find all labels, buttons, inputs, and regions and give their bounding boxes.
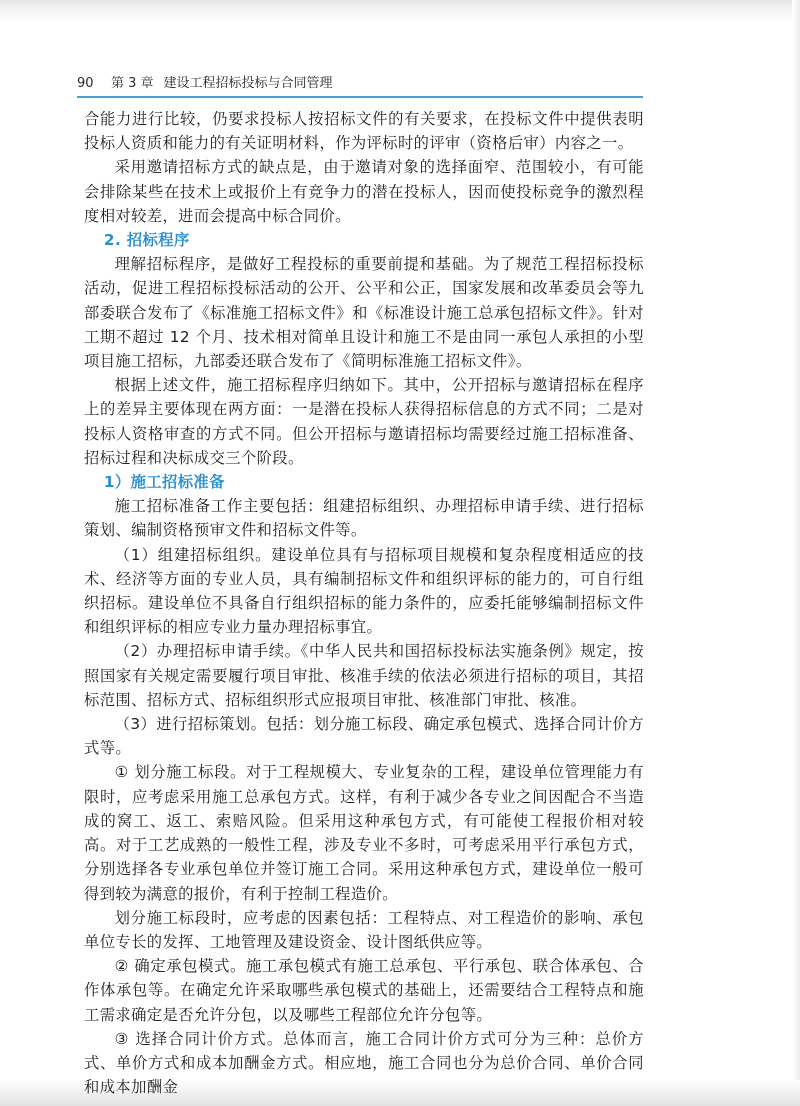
chapter-label: 第 3 章: [111, 76, 154, 91]
paragraph-continued: 合能力进行比较，仍要求投标人按招标文件的有关要求，在投标文件中提供表明投标人资质和能力的有关证明材料，作为评标时的评审（资格后审）内容之一。: [84, 110, 644, 153]
page-body: [84, 107, 644, 1099]
paragraph: ② 确定承包模式。施工承包模式有施工总承包、平行承包、联合体承包、合作体承包等。在确定允许采取哪些承包模式的基础上，还需要结合工程特点和施工需求确定是否允许分包，以及哪些工程部位允许分包等。: [84, 957, 644, 1024]
paragraph: （1）组建招标组织。建设单位具有与招标项目规模和复杂程度相适应的技术、经济等方面的专业人员，具有编制招标文件和组织评标的能力的，可自行组织招标。建设单位不具备自行组织招标的能力条件的，应委托能够编制招标文件和组织评标的相应专业力量办理招标事宜。: [84, 545, 644, 637]
header-rule: [77, 96, 643, 98]
chapter-title: 建设工程招标投标与合同管理: [163, 76, 333, 91]
page-number: 90: [77, 76, 94, 91]
paragraph: 施工招标准备工作主要包括：组建招标组织、办理招标申请手续、进行招标策划、编制资格预审文件和招标文件等。: [84, 497, 644, 540]
scan-edge-right: [792, 0, 800, 1106]
paragraph: 划分施工标段时，应考虑的因素包括：工程特点、对工程造价的影响、承包单位专长的发挥、工地管理及建设资金、设计图纸供应等。: [84, 908, 644, 951]
paragraph: （3）进行招标策划。包括：划分施工标段、确定承包模式、选择合同计价方式等。: [84, 715, 644, 758]
scan-edge-top: [0, 0, 800, 22]
page-header: [77, 74, 643, 96]
paragraph: 采用邀请招标方式的缺点是，由于邀请对象的选择面窄、范围较小，有可能会排除某些在技术上或报价上有竞争力的潜在投标人，因而使投标竞争的激烈程度相对较差，进而会提高中标合同价。: [84, 158, 644, 225]
paragraph: ③ 选择合同计价方式。总体而言，施工合同计价方式可分为三种：总价方式、单价方式和成本加酬金方式。相应地，施工合同也分为总价合同、单价合同和成本加酬金: [84, 1029, 644, 1097]
paragraph: （2）办理招标申请手续。《中华人民共和国招标投标法实施条例》规定，按照国家有关规定需要履行项目审批、核准手续的依法必须进行招标的项目，其招标范围、招标方式、招标组织形式应报项目审批、核准部门审批、核准。: [84, 642, 644, 709]
paragraph: ① 划分施工标段。对于工程规模大、专业复杂的工程，建设单位管理能力有限时，应考虑采用施工总承包方式。这样，有利于减少各专业之间因配合不当造成的窝工、返工、索赔风险。但采用这种承包方式，有可能使工程报价相对较高。对于工艺成熟的一般性工程，涉及专业不多时，可考虑采用平行承包方式，分别选择各专业承包单位并签订施工合同。采用这种承包方式，建设单位一般可得到较为满意的报价，有利于控制工程造价。: [84, 763, 644, 903]
paragraph: 理解招标程序，是做好工程投标的重要前提和基础。为了规范工程招标投标活动，促进工程招标投标活动的公开、公平和公正，国家发展和改革委员会等九部委联合发布了《标准施工招标文件》和《标准设计施工总承包招标文件》。针对工期不超过 12 个月、技术相对简单且设计和施工不是由同一承包人承担的小型项目施工招标，九部委还联合发布了《简明标准施工招标文件》。: [84, 255, 644, 371]
section-heading: 2. 招标程序: [103, 231, 190, 250]
paragraph: 根据上述文件，施工招标程序归纳如下。其中，公开招标与邀请招标在程序上的差异主要体现在两方面：一是潜在投标人获得招标信息的方式不同；二是对投标人资格审查的方式不同。但公开招标与邀请招标均需要经过施工招标准备、招标过程和决标成交三个阶段。: [84, 376, 644, 467]
subsection-heading: 1）施工招标准备: [103, 473, 225, 492]
